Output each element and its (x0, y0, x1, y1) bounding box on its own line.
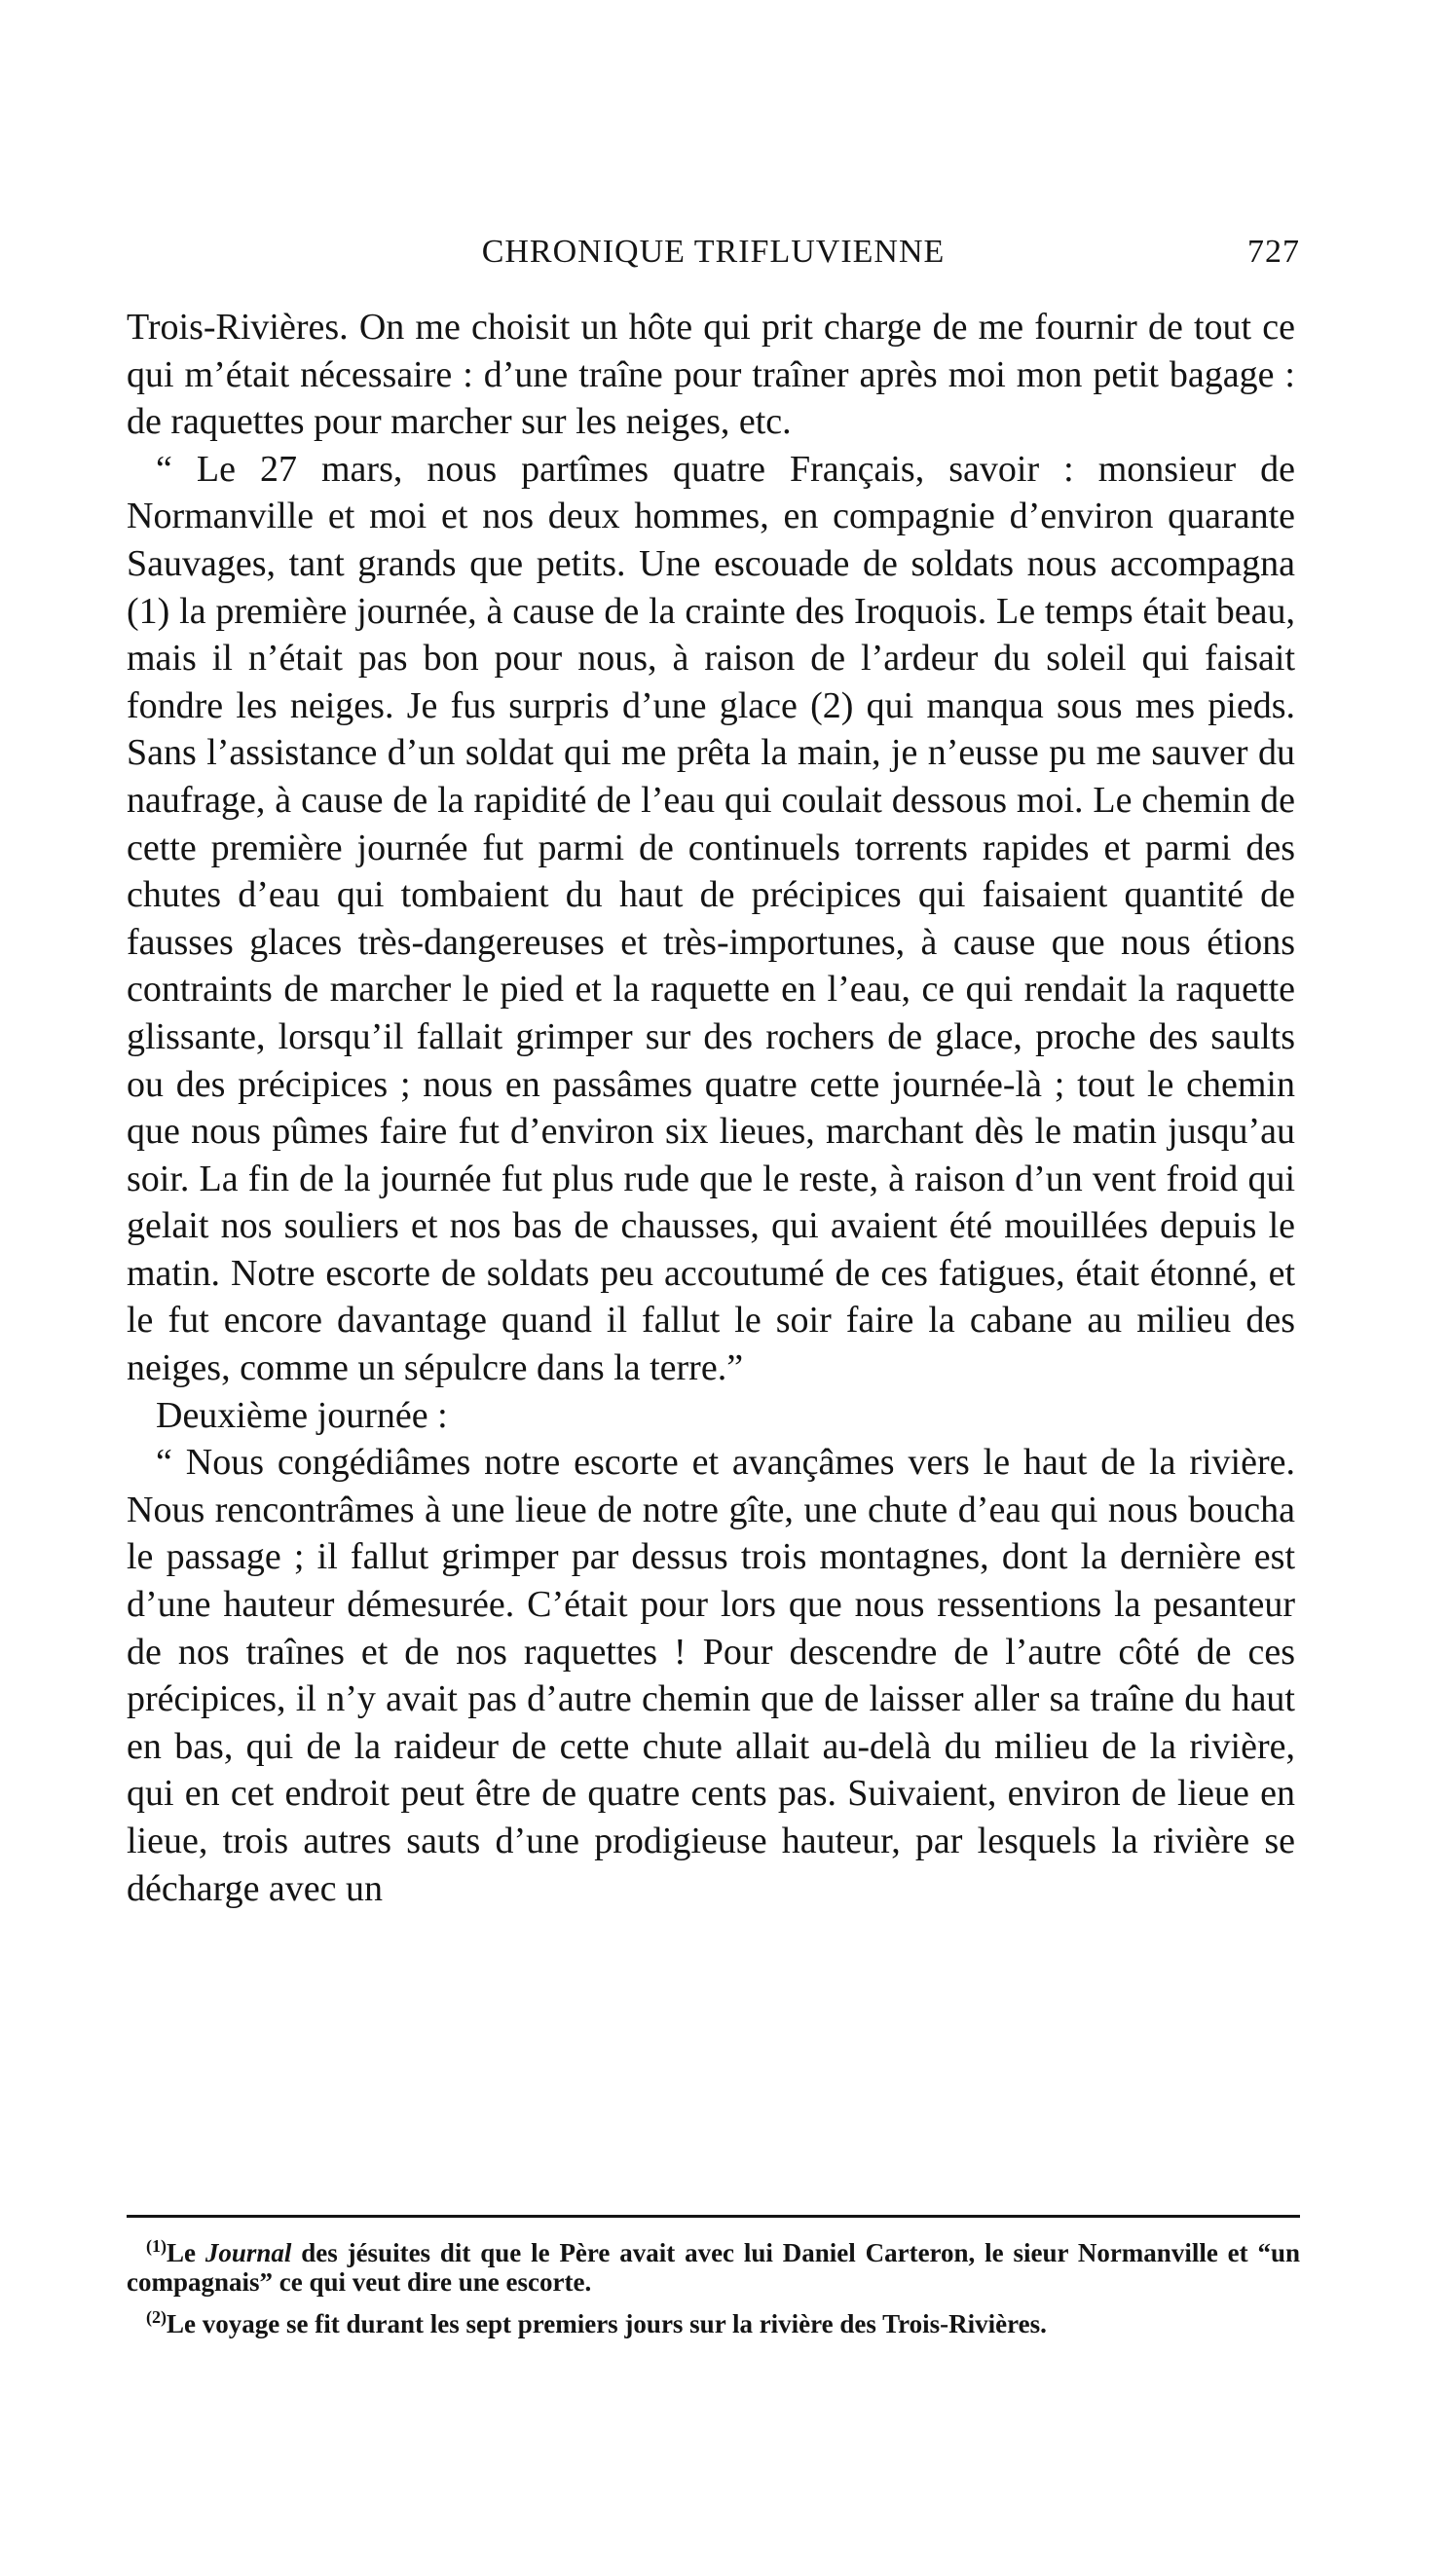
footnotes (127, 2231, 1300, 2344)
paragraph: Deuxième journée : (156, 1394, 448, 1436)
footnote-marker: (2) (146, 2307, 167, 2327)
running-header (127, 234, 1300, 278)
journal-title: Journal (204, 2238, 292, 2267)
page-number: 727 (1247, 234, 1300, 270)
running-title: CHRONIQUE TRIFLUVIENNE (481, 234, 946, 270)
paragraph: “ Le 27 mars, nous partîmes quatre Français, savoir : monsieur de Normanville et moi et nos deux hommes, en compagnie d’environ quarante Sauvages, tant grands que petits. Une escouade de soldats nous accompagna (1) la première journée, à cause de la crainte des Iroquois. Le temps était beau, mais il n’était pas bon pour nous, à raison de l’ardeur du soleil qui faisait fondre les neiges. Je fus surpris d’une glace (2) qui manqua sous mes pieds. Sans l’assistance d’un soldat qui me prêta la main, je n’eusse pu me sauver du naufrage, à cause de la rapidité de l’eau qui coulait dessous moi. Le chemin de cette première journée fut parmi de continuels torrents rapides et parmi des chutes d’eau qui tombaient du haut de précipices qui faisaient quantité de fausses glaces très-dangereuses et très-importunes, à cause que nous étions contraints de marcher le pied et la raquette en l’eau, ce qui rendait la raquette glissante, lorsqu’il fallait grimper sur des rochers de glace, proche des saults ou des précipices ; nous en passâmes quatre cette journée-là ; tout le chemin que nous pûmes faire fut d’environ six lieues, marchant dès le matin jusqu’au soir. La fin de la journée fut plus rude que le reste, à raison d’un vent froid qui gelait nos souliers et nos bas de chausses, qui avaient été mouillées depuis le matin. Notre escorte de soldats peu accoutumé de ces fatigues, était étonné, et le fut encore davantage quand il fallut le soir faire la cabane au milieu des neiges, comme un sépulcre dans la terre.” (127, 448, 1295, 1389)
footnote: $^{(1)}$Le Journal des jésuites dit que le Père avait avec lui Daniel Carteron, le sieur Normanville et “un compagnais” ce qui veut dire une escorte. (127, 2236, 1300, 2297)
main-text (127, 304, 1295, 1912)
footnote-divider (127, 2215, 1300, 2218)
footnote-marker: (1) (146, 2236, 167, 2256)
footnote: $^{(2)}$Le voyage se fit durant les sept premiers jours sur la rivière des Trois-Rivières. (146, 2307, 1047, 2338)
paragraph: “ Nous congédiâmes notre escorte et avançâmes vers le haut de la rivière. Nous rencontrâmes à une lieue de notre gîte, une chute d’eau qui nous boucha le passage ; il fallut grimper par dessus trois montagnes, dont la dernière est d’une hauteur démesurée. C’était pour lors que nous ressentions la pesanteur de nos traînes et de nos raquettes ! Pour descendre de l’autre côté de ces précipices, il n’y avait pas d’autre chemin que de laisser aller sa traîne du haut en bas, qui de la raideur de cette chute allait au-delà du milieu de la rivière, qui en cet endroit peut être de quatre cents pas. Suivaient, environ de lieue en lieue, trois autres sauts d’une prodigieuse hauteur, par lesquels la rivière se décharge avec un (127, 1442, 1295, 1909)
paragraph: Trois-Rivières. On me choisit un hôte qui prit charge de me fournir de tout ce qui m’était nécessaire : d’une traîne pour traîner après moi mon petit bagage : de raquettes pour marcher sur les neiges, etc. (127, 307, 1295, 443)
